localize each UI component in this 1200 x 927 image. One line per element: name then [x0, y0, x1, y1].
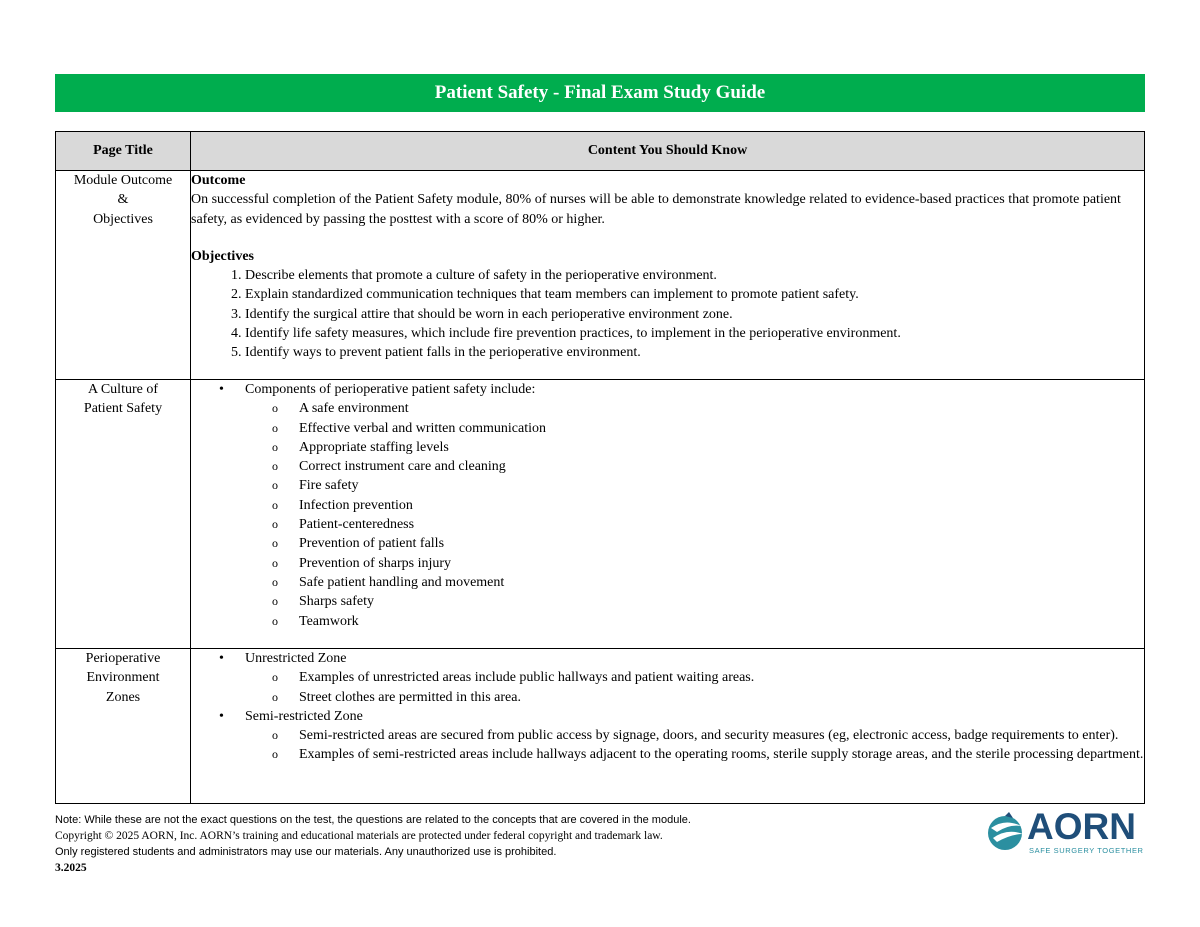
- list-item: o Street clothes are permitted in this area.: [299, 688, 1144, 707]
- list-item: o Teamwork: [299, 612, 1144, 631]
- culture-bullets: [191, 380, 1144, 631]
- list-item: o Fire safety: [299, 476, 1144, 495]
- logo-wordmark: AORN: [1027, 806, 1136, 847]
- footer-copyright: Copyright © 2025 AORN, Inc. AORN’s training and educational materials are protected under federal copyright and trademark law.: [55, 830, 663, 842]
- page-banner: [55, 74, 1145, 112]
- footer-usage: Only registered students and administrators may use our materials. Any unauthorized use is prohibited.: [55, 846, 557, 858]
- logo-tagline: SAFE SURGERY TOGETHER: [1029, 846, 1144, 855]
- row-content-culture: [191, 380, 1145, 649]
- list-item: • Components of perioperative patient safety include: o A safe environment o Effective verbal and written communication o Appropriate staffing levels o Correct instrument care and cleaning o Fire safety o Infection prevention o Patient-centeredness o Prevention of patient falls o Prevention of sharps injury o Safe patient handling and movement o Sharps safety o Teamwork: [245, 380, 1144, 631]
- list-item: o Appropriate staffing levels: [299, 438, 1144, 457]
- row-title-culture: A Culture of Patient Safety: [56, 380, 191, 649]
- page-title: Patient Safety - Final Exam Study Guide: [434, 82, 766, 103]
- zones-bullets: [191, 649, 1144, 765]
- aorn-logo: [985, 806, 1150, 858]
- list-item: 5. Identify ways to prevent patient falls in the perioperative environment.: [245, 343, 1144, 362]
- list-item: o Prevention of sharps injury: [299, 554, 1144, 573]
- row-content-zones: [191, 649, 1145, 804]
- list-item: o Correct instrument care and cleaning: [299, 457, 1144, 476]
- list-item: o Patient-centeredness: [299, 515, 1144, 534]
- outcome-heading: Outcome: [191, 173, 246, 188]
- list-item: • Semi-restricted Zone o Semi-restricted areas are secured from public access by signage, doors, and security measures (eg, electronic access, badge requirements to enter). o Examples of semi-restricted areas include hallways adjacent to the operating rooms, sterile supply storage areas, and the sterile processing department.: [245, 707, 1144, 765]
- list-item: o Examples of semi-restricted areas include hallways adjacent to the operating rooms, sterile supply storage areas, and the sterile processing department.: [299, 745, 1144, 764]
- list-item: o Effective verbal and written communication: [299, 419, 1144, 438]
- list-item: 2. Explain standardized communication techniques that team members can implement to promote patient safety.: [245, 285, 1144, 304]
- row-title-module-outcome: Module Outcome & Objectives: [56, 171, 191, 380]
- list-item: o A safe environment: [299, 399, 1144, 418]
- objectives-heading: Objectives: [191, 248, 254, 264]
- table-row: [56, 380, 1145, 649]
- list-item: o Semi-restricted areas are secured from public access by signage, doors, and security measures (eg, electronic access, badge requirements to enter).: [299, 726, 1144, 745]
- list-item: • Unrestricted Zone o Examples of unrestricted areas include public hallways and patient waiting areas. o Street clothes are permitted in this area.: [245, 649, 1144, 707]
- table-row: [56, 649, 1145, 804]
- aorn-logo-icon: [985, 810, 1029, 856]
- study-guide-table: [55, 131, 1145, 804]
- table-header-row: [56, 132, 1145, 171]
- objectives-list: [191, 266, 1144, 362]
- table-row: [56, 171, 1145, 380]
- list-item: 4. Identify life safety measures, which include fire prevention practices, to implement in the perioperative environment.: [245, 324, 1144, 343]
- row-title-zones: Perioperative Environment Zones: [56, 649, 191, 804]
- list-item: 1. Describe elements that promote a culture of safety in the perioperative environment.: [245, 266, 1144, 285]
- list-item: 3. Identify the surgical attire that should be worn in each perioperative environment zone.: [245, 305, 1144, 324]
- culture-sublist: [245, 399, 1144, 631]
- list-item: o Safe patient handling and movement: [299, 573, 1144, 592]
- header-page-title: Page Title: [56, 132, 191, 171]
- list-item: o Examples of unrestricted areas include public hallways and patient waiting areas.: [299, 668, 1144, 687]
- page-footer: [55, 812, 691, 876]
- list-item: o Prevention of patient falls: [299, 534, 1144, 553]
- header-content: Content You Should Know: [191, 132, 1145, 171]
- outcome-text: On successful completion of the Patient Safety module, 80% of nurses will be able to demonstrate knowledge related to evidence-based practices that promote patient safety, as evidenced by passing the posttest with a score of 80% or higher.: [191, 192, 1121, 227]
- footer-version: 3.2025: [55, 862, 87, 874]
- list-item: o Sharps safety: [299, 592, 1144, 611]
- row-content-module-outcome: [191, 171, 1145, 380]
- list-item: o Infection prevention: [299, 496, 1144, 515]
- footer-note: Note: While these are not the exact questions on the test, the questions are related to the concepts that are covered in the module.: [55, 814, 691, 826]
